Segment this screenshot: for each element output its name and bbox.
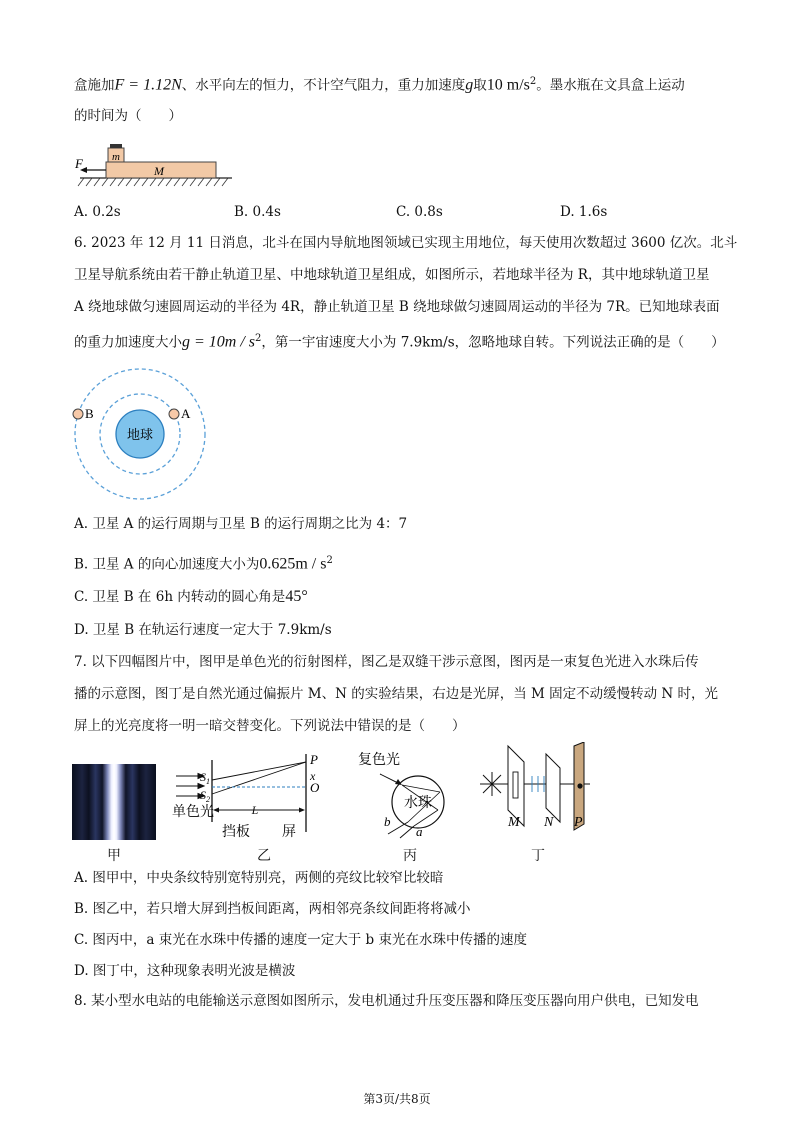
q6-text-a: 的重力加速度大小 xyxy=(74,334,182,351)
label-N: N xyxy=(544,815,554,830)
label-B: B xyxy=(85,406,94,421)
label-L: L xyxy=(251,803,259,817)
q5-option-d: D. 1.6s xyxy=(560,204,608,220)
q6-line-3: A 绕地球做匀速圆周运动的半径为 4R，静止轨道卫星 B 绕地球做匀速圆周运动的半径为 7R。已知地球表面 xyxy=(74,299,720,315)
q7-caption-yi: 乙 xyxy=(257,848,271,864)
label-F: F xyxy=(75,156,83,171)
q6-option-c-text: C. 卫星 B 在 6h 内转动的圆心角是 xyxy=(74,589,286,605)
q5-line-1 xyxy=(74,71,685,97)
label-baffle: 挡板 xyxy=(222,824,250,840)
q5-force-expr: F = 1.12N xyxy=(114,76,182,94)
q5-block-figure xyxy=(72,140,242,192)
q5-g-symbol: g xyxy=(465,76,474,94)
label-b: b xyxy=(384,814,391,829)
q7-figure-yi-double-slit xyxy=(172,750,332,842)
satellite-A xyxy=(169,409,179,419)
label-S2: $S_2$ xyxy=(200,788,210,804)
polarizer-N xyxy=(546,754,560,822)
q7-caption-ding: 丁 xyxy=(531,848,545,864)
q6-option-b xyxy=(74,551,333,575)
q6-option-a: A. 卫星 A 的运行周期与卫星 B 的运行周期之比为 4：7 xyxy=(74,516,408,532)
q7-option-d: D. 图丁中，这种现象表明光波是横波 xyxy=(74,963,296,979)
q6-option-d: D. 卫星 B 在轨运行速度一定大于 7.9km/s xyxy=(74,622,332,638)
label-droplet: 水珠 xyxy=(404,795,432,811)
q5-g-exponent: 2 xyxy=(529,76,537,87)
q6-g-value: g = 10m / s xyxy=(182,333,256,351)
label-complex-light: 复色光 xyxy=(358,752,400,768)
q6-orbit-figure xyxy=(68,366,216,504)
label-S1: $S_1$ xyxy=(200,770,210,786)
q6-line-4 xyxy=(74,328,725,354)
q7-figure-jia-diffraction xyxy=(72,764,156,840)
q7-line-1: 7. 以下四幅图片中，图甲是单色光的衍射图样，图乙是双缝干涉示意图，图丙是一束复色光进入水珠后传 xyxy=(74,654,699,670)
q5-option-c: C. 0.8s xyxy=(396,204,443,220)
label-m: m xyxy=(112,151,120,163)
q6-option-c xyxy=(74,587,308,607)
q5-option-a: A. 0.2s xyxy=(74,204,121,220)
label-x: x xyxy=(310,769,316,783)
label-monochromatic: 单色光 xyxy=(172,804,214,820)
q6-option-b-exponent: 2 xyxy=(326,555,333,566)
q5-text-a: 盒施加 xyxy=(74,77,115,94)
q6-line-1: 6. 2023 年 12 月 11 日消息，北斗在国内导航地图领域已实现主用地位，每天使用次数超过 3600 亿次。北斗 xyxy=(74,235,738,251)
q5-text-c: 取 xyxy=(473,77,487,94)
q7-line-3: 屏上的光亮度将一明一暗交替变化。下列说法中错误的是（ ） xyxy=(74,718,466,734)
label-M: M xyxy=(154,164,164,178)
q7-figure-ding-polarizers xyxy=(480,742,606,842)
q6-text-b: ，第一宇宙速度大小为 7.9km/s，忽略地球自转。下列说法正确的是（ ） xyxy=(261,334,725,351)
q5-g-value: 10 m/s xyxy=(486,76,530,94)
q7-caption-bing: 丙 xyxy=(403,848,417,864)
q6-option-b-text: B. 卫星 A 的向心加速度大小为 xyxy=(74,556,260,573)
satellite-B xyxy=(73,409,83,419)
q7-option-c: C. 图丙中，a 束光在水珠中传播的速度一定大于 b 束光在水珠中传播的速度 xyxy=(74,932,527,948)
q5-option-b: B. 0.4s xyxy=(234,204,281,220)
q6-option-b-value: 0.625m / s xyxy=(259,555,327,573)
earth-label: 地球 xyxy=(126,428,154,443)
q5-line-2: 的时间为（ ） xyxy=(74,108,182,124)
label-A: A xyxy=(181,406,191,421)
label-M: M xyxy=(508,815,520,830)
label-P: P xyxy=(574,815,583,830)
q7-option-b: B. 图乙中，若只增大屏到挡板间距离，两相邻亮条纹间距将将减小 xyxy=(74,901,471,917)
q5-text-b: 、水平向左的恒力，不计空气阻力，重力加速度 xyxy=(181,77,466,94)
q7-figure-bing-droplet xyxy=(356,748,460,840)
q6-g-exponent: 2 xyxy=(255,333,262,344)
label-screen: 屏 xyxy=(282,824,296,840)
q6-option-c-value: 45° xyxy=(285,588,308,605)
label-O: O xyxy=(310,780,320,795)
q7-caption-jia: 甲 xyxy=(107,848,121,864)
q8-line-1: 8. 某小型水电站的电能输送示意图如图所示，发电机通过升压变压器和降压变压器向用户供电，已知发电 xyxy=(74,993,699,1009)
label-P: P xyxy=(310,752,318,767)
q6-line-2: 卫星导航系统由若干静止轨道卫星、中地球轨道卫星组成，如图所示，若地球半径为 R，其中地球轨道卫星 xyxy=(74,267,710,283)
page-footer: 第3页/共8页 xyxy=(363,1092,431,1106)
label-a: a xyxy=(416,824,423,839)
q7-line-2: 播的示意图，图丁是自然光通过偏振片 M、N 的实验结果，右边是光屏，当 M 固定不动缓慢转动 N 时，光 xyxy=(74,686,719,702)
q5-text-d: 。墨水瓶在文具盒上运动 xyxy=(536,77,685,94)
q7-option-a: A. 图甲中，中央条纹特别宽特别亮，两侧的亮纹比较窄比较暗 xyxy=(74,870,444,886)
